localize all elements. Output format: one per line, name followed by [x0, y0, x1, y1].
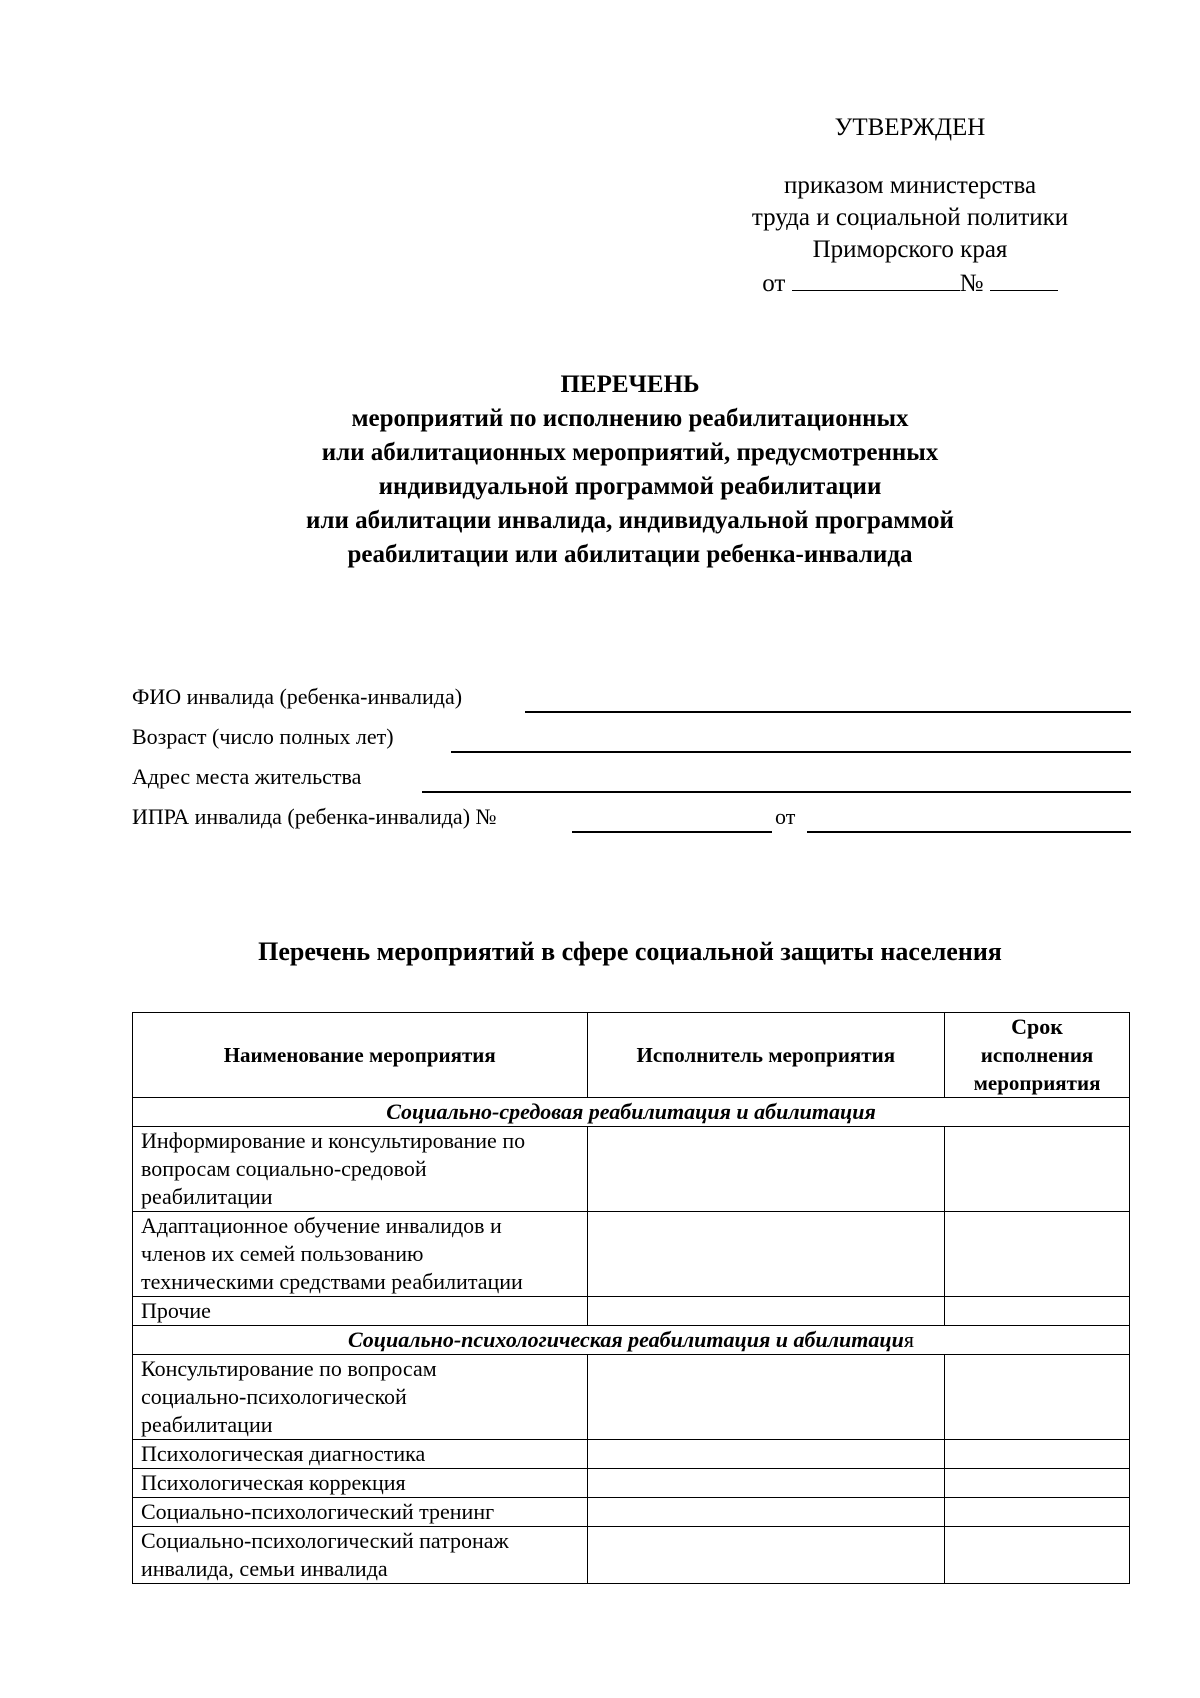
ipra-number-line[interactable] — [572, 831, 772, 833]
age-label: Возраст (число полных лет) — [132, 724, 394, 749]
header-term-line: исполнения — [980, 1043, 1094, 1067]
measure-name — [133, 1440, 588, 1469]
term-cell[interactable] — [945, 1527, 1130, 1584]
cell-line: Прочие — [141, 1298, 211, 1323]
approval-line: труда и социальной политики — [751, 204, 1069, 231]
section-row — [133, 1326, 1130, 1355]
term-cell[interactable] — [945, 1355, 1130, 1440]
section-heading-text: Социально-психологическая реабилитация и абилитаци — [347, 1327, 904, 1352]
table-row — [133, 1212, 1130, 1297]
measures-table — [132, 1012, 1130, 1584]
measure-name — [133, 1297, 588, 1326]
address-field — [132, 764, 1132, 804]
cell-line: Психологическая диагностика — [141, 1441, 426, 1466]
term-cell[interactable] — [945, 1212, 1130, 1297]
executor-cell[interactable] — [587, 1469, 945, 1498]
approval-line: Приморского края — [812, 236, 1008, 263]
cell-line: Психологическая коррекция — [141, 1470, 406, 1495]
title-line: ПЕРЕЧЕНЬ — [560, 371, 700, 398]
approval-stamp — [700, 112, 1120, 300]
date-blank[interactable] — [792, 266, 960, 291]
measure-name — [133, 1212, 588, 1297]
section-row — [133, 1098, 1130, 1127]
measure-name — [133, 1498, 588, 1527]
executor-cell[interactable] — [587, 1212, 945, 1297]
fio-field — [132, 684, 1132, 724]
approval-line: приказом министерства — [783, 172, 1037, 199]
measure-name — [133, 1355, 588, 1440]
term-cell[interactable] — [945, 1498, 1130, 1527]
ipra-field — [132, 804, 1132, 844]
executor-cell[interactable] — [587, 1440, 945, 1469]
cell-line: инвалида, семьи инвалида — [141, 1556, 388, 1581]
personal-fields — [132, 684, 1132, 844]
table-row — [133, 1498, 1130, 1527]
title-line: или абилитационных мероприятий, предусмотренных — [321, 439, 939, 466]
section-title: Перечень мероприятий в сфере социальной защиты населения — [258, 937, 1002, 966]
cell-line: Информирование и консультирование по — [141, 1128, 526, 1153]
table-row — [133, 1297, 1130, 1326]
header-term-line: мероприятия — [973, 1071, 1101, 1095]
cell-line: вопросам социально-средовой — [141, 1156, 427, 1181]
header-term-line: Срок — [1011, 1014, 1063, 1039]
ipra-label: ИПРА инвалида (ребенка-инвалида) № — [132, 804, 497, 829]
executor-cell[interactable] — [587, 1127, 945, 1212]
table-header-row — [133, 1013, 1130, 1098]
document-title — [130, 368, 1130, 572]
section-heading: Социально-средовая реабилитация и абилитация — [133, 1098, 1130, 1127]
term-cell[interactable] — [945, 1127, 1130, 1212]
executor-cell[interactable] — [587, 1498, 945, 1527]
table-row — [133, 1440, 1130, 1469]
date-prefix: от — [762, 270, 786, 297]
header-term — [945, 1013, 1130, 1098]
table-row — [133, 1469, 1130, 1498]
cell-line: Адаптационное обучение инвалидов и — [141, 1213, 502, 1238]
cell-line: реабилитации — [141, 1184, 273, 1209]
fio-label: ФИО инвалида (ребенка-инвалида) — [132, 684, 463, 709]
title-line: реабилитации или абилитации ребенка-инвалида — [347, 541, 913, 568]
ipra-from-label: от — [775, 804, 796, 829]
header-executor: Исполнитель мероприятия — [587, 1013, 945, 1098]
title-line: или абилитации инвалида, индивидуальной программой — [306, 507, 954, 534]
number-sign: № — [959, 270, 984, 297]
executor-cell[interactable] — [587, 1355, 945, 1440]
age-field — [132, 724, 1132, 764]
section-heading — [133, 1326, 1130, 1355]
term-cell[interactable] — [945, 1469, 1130, 1498]
number-blank[interactable] — [990, 266, 1058, 291]
cell-line: Социально-психологический патронаж — [141, 1528, 509, 1553]
table-row — [133, 1127, 1130, 1212]
ipra-date-line[interactable] — [807, 831, 1131, 833]
executor-cell[interactable] — [587, 1297, 945, 1326]
table-row — [133, 1527, 1130, 1584]
cell-line: социально-психологической — [141, 1384, 407, 1409]
cell-line: техническими средствами реабилитации — [141, 1269, 523, 1294]
cell-line: Социально-психологический тренинг — [141, 1499, 495, 1524]
cell-line: членов их семей пользованию — [141, 1241, 424, 1266]
term-cell[interactable] — [945, 1440, 1130, 1469]
age-input-line[interactable] — [451, 751, 1131, 753]
title-line: индивидуальной программой реабилитации — [378, 473, 882, 500]
approval-heading: УТВЕРЖДЕН — [834, 114, 986, 141]
measure-name — [133, 1127, 588, 1212]
table-row — [133, 1355, 1130, 1440]
executor-cell[interactable] — [587, 1527, 945, 1584]
address-input-line[interactable] — [422, 791, 1131, 793]
header-name: Наименование мероприятия — [133, 1013, 588, 1098]
approval-date-line — [700, 266, 1120, 300]
cell-line: Консультирование по вопросам — [141, 1356, 437, 1381]
fio-input-line[interactable] — [525, 711, 1131, 713]
section-heading-tail: я — [903, 1327, 914, 1352]
term-cell[interactable] — [945, 1297, 1130, 1326]
title-line: мероприятий по исполнению реабилитационных — [351, 405, 909, 432]
measure-name — [133, 1469, 588, 1498]
address-label: Адрес места жительства — [132, 764, 362, 789]
cell-line: реабилитации — [141, 1412, 273, 1437]
measure-name — [133, 1527, 588, 1584]
